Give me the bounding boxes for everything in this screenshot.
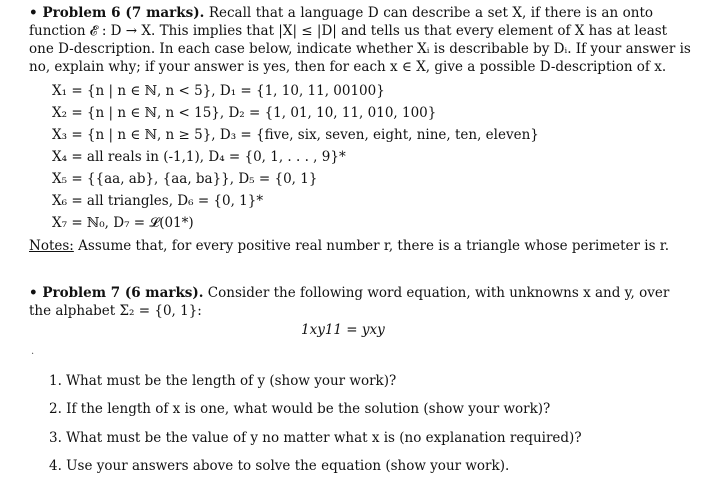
question-3: 3. What must be the value of y no matter what x is (no explanation required)? bbox=[49, 430, 582, 446]
problem6-intro-line-3: one D-description. In each case below, indicate whether Xᵢ is describable by Dᵢ. If your answer is bbox=[29, 41, 691, 57]
set-item-6: X₆ = all triangles, D₆ = {0, 1}* bbox=[52, 193, 264, 209]
problem6-intro-line-2: function 𝓔 : D → X. This implies that |X| ≤ |D| and tells us that every element of X has at least bbox=[29, 23, 668, 39]
problem7-intro-line-2: the alphabet Σ₂ = {0, 1}: bbox=[29, 303, 202, 319]
question-2: 2. If the length of x is one, what would be the solution (show your work)? bbox=[49, 401, 551, 417]
problem6-heading: • Problem 6 (7 marks). bbox=[29, 5, 205, 21]
problem6-intro-line-4: no, explain why; if your answer is yes, then for each x ∈ X, give a possible D-description of x. bbox=[29, 59, 667, 75]
question-1: 1. What must be the length of y (show your work)? bbox=[49, 373, 397, 389]
problem7-intro-text-1: Consider the following word equation, with unknowns x and y, over bbox=[207, 285, 670, 301]
set-item-3: X₃ = {n | n ∈ ℕ, n ≥ 5}, D₃ = {five, six, seven, eight, nine, ten, eleven} bbox=[52, 127, 539, 143]
set-item-5: X₅ = {{aa, ab}, {aa, ba}}, D₅ = {0, 1} bbox=[52, 171, 318, 187]
stray-dot: . bbox=[31, 346, 35, 357]
problem6-notes bbox=[29, 238, 669, 255]
problem6-intro-line-1 bbox=[29, 5, 653, 21]
notes-label: Notes: bbox=[29, 238, 74, 254]
problem6-intro-text-1: Recall that a language D can describe a set X, if there is an onto bbox=[208, 5, 654, 21]
notes-text: Assume that, for every positive real number r, there is a triangle whose perimeter is r. bbox=[78, 238, 670, 254]
set-item-2: X₂ = {n | n ∈ ℕ, n < 15}, D₂ = {1, 01, 10, 11, 010, 100} bbox=[52, 105, 437, 121]
set-item-1: X₁ = {n | n ∈ ℕ, n < 5}, D₁ = {1, 10, 11, 00100} bbox=[52, 83, 385, 99]
problem7-heading: • Problem 7 (6 marks). bbox=[29, 285, 204, 301]
set-item-7: X₇ = ℕ₀, D₇ = 𝓛(01*) bbox=[52, 215, 194, 231]
set-item-4: X₄ = all reals in (-1,1), D₄ = {0, 1, . . . , 9}* bbox=[52, 149, 346, 165]
problem7-intro-line-1 bbox=[29, 285, 670, 301]
word-equation: 1xy11 = yxy bbox=[301, 322, 385, 338]
question-4: 4. Use your answers above to solve the equation (show your work). bbox=[49, 458, 510, 474]
